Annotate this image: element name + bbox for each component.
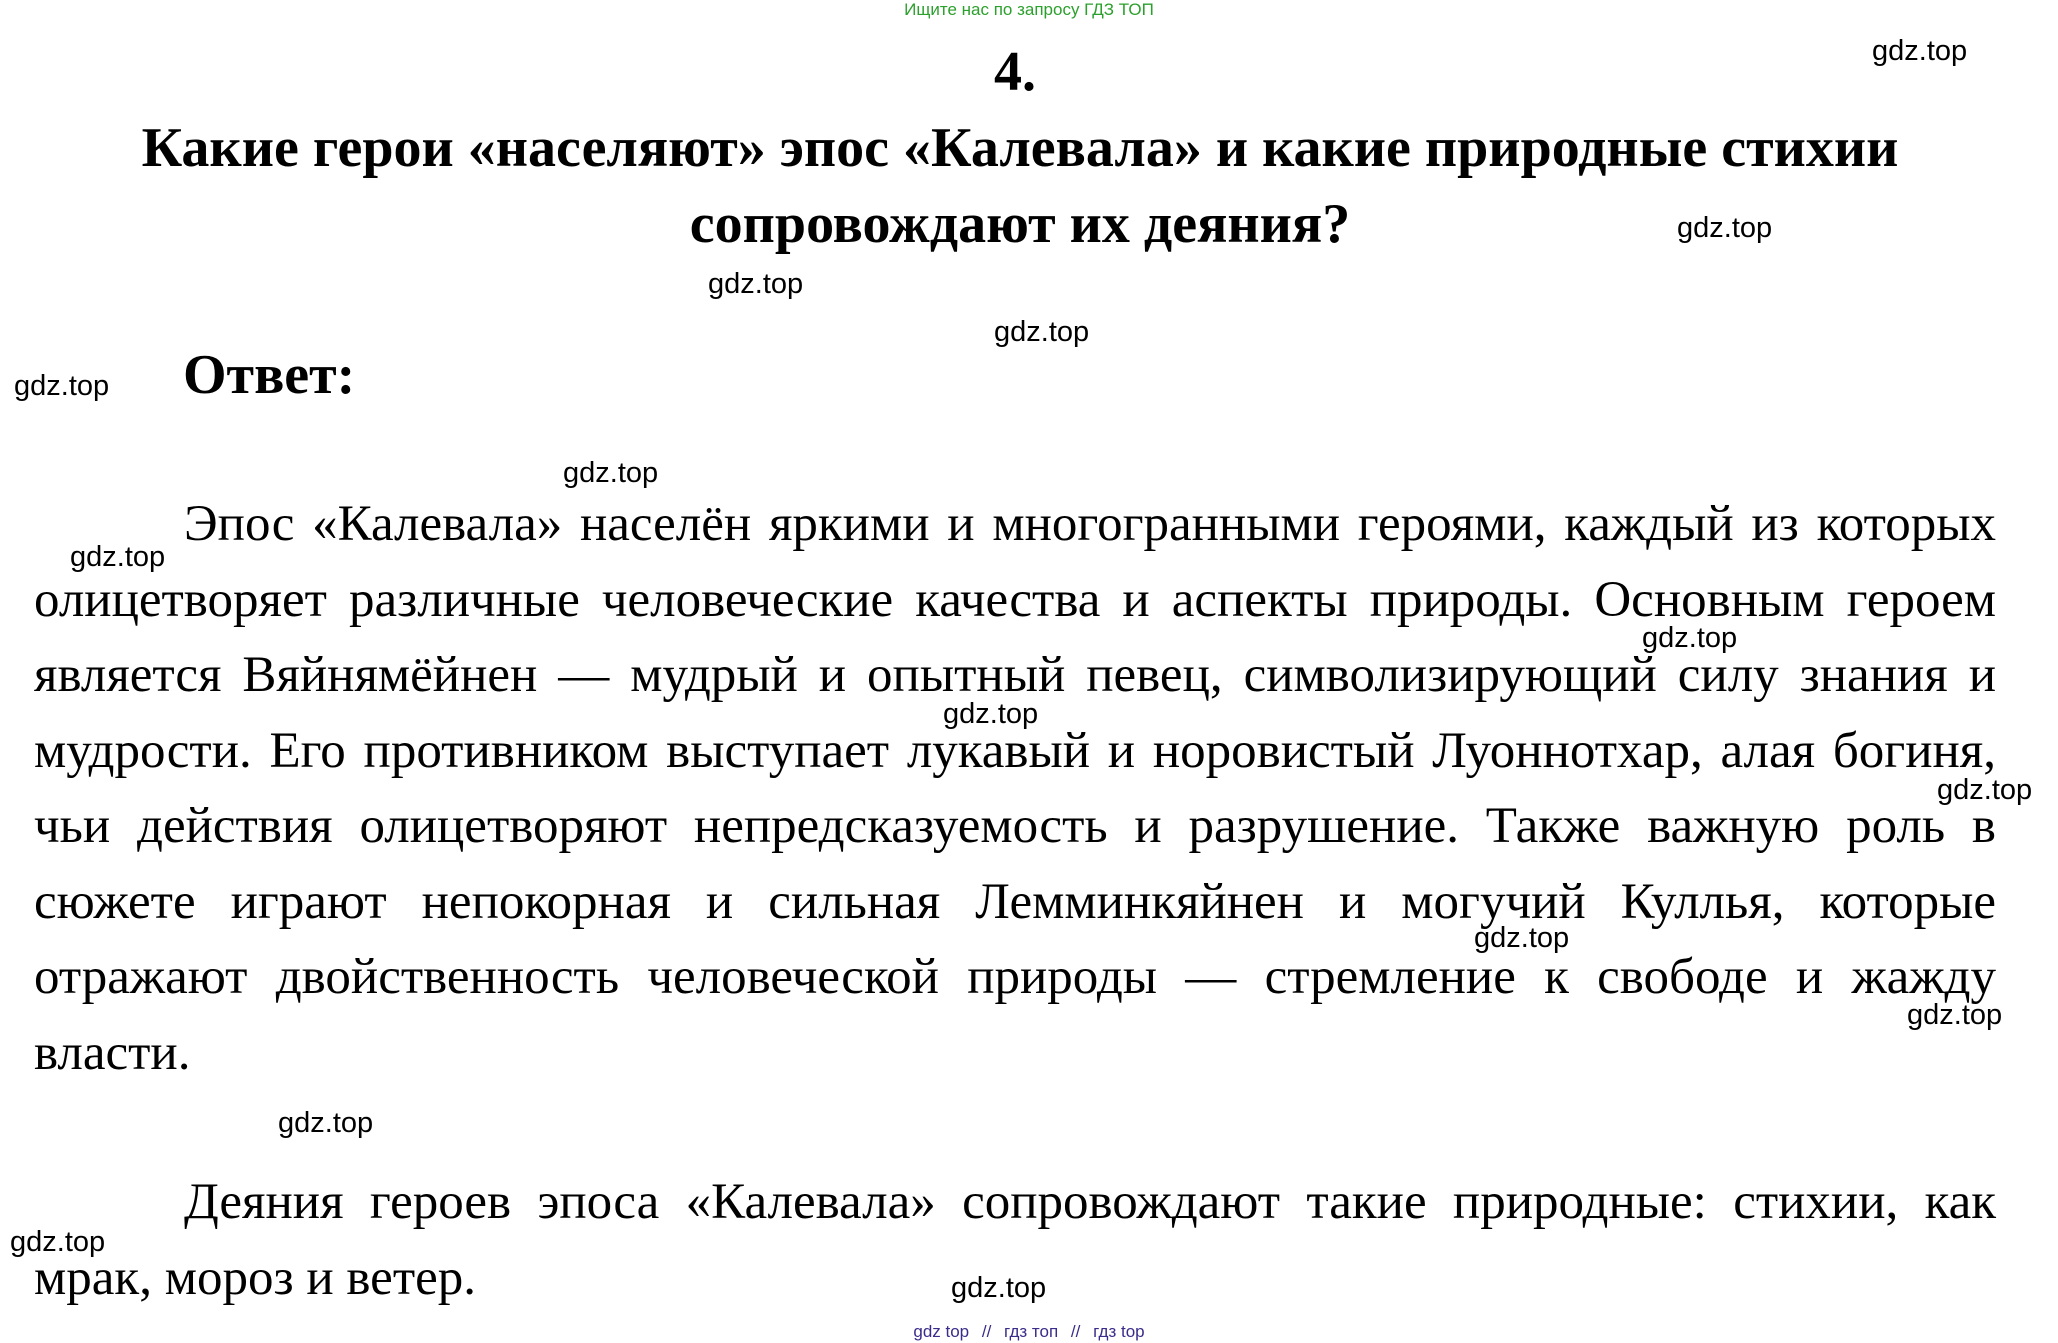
- answer-paragraph-2: Деяния героев эпоса «Калевала» сопровождают такие природные: стихии, как мрак, мороз и ветер.: [34, 1174, 1996, 1306]
- question-heading: Какие герои «населяют» эпос «Калевала» и какие природные стихии сопровождают их деяния?: [141, 117, 1899, 255]
- footer-links: [0, 1322, 2058, 1342]
- watermark: gdz.top: [14, 370, 110, 402]
- watermark: gdz.top: [1474, 922, 1570, 954]
- footer-link[interactable]: gdz top: [913, 1322, 970, 1341]
- watermark: gdz.top: [708, 268, 804, 300]
- footer-link[interactable]: гдз top: [1093, 1322, 1145, 1341]
- watermark: gdz.top: [951, 1272, 1047, 1304]
- watermark: gdz.top: [563, 457, 659, 489]
- watermark: gdz.top: [1677, 212, 1773, 244]
- top-banner[interactable]: Ищите нас по запросу ГДЗ ТОП: [904, 0, 1154, 19]
- watermark: gdz.top: [1642, 622, 1738, 654]
- watermark: gdz.top: [1872, 35, 1968, 67]
- watermark: gdz.top: [278, 1107, 374, 1139]
- watermark: gdz.top: [994, 316, 1090, 348]
- watermark: gdz.top: [1937, 774, 2033, 806]
- answer-label: Ответ:: [183, 344, 356, 406]
- watermark: gdz.top: [943, 698, 1039, 730]
- watermark: gdz.top: [70, 541, 166, 573]
- task-number: 4.: [994, 41, 1036, 103]
- footer-separator: //: [981, 1322, 992, 1341]
- footer-link[interactable]: гдз топ: [1004, 1322, 1059, 1341]
- answer-paragraph-1: Эпос «Калевала» населён яркими и многогранными героями, каждый из которых олицетворяет различные человеческие качества и аспекты природы. Основным героем является Вяйнямёйнен — мудрый и опытный певец, символизирующий силу знания и мудрости. Его противником выступает лукавый и норовистый Луоннотхар, алая богиня, чьи действия олицетворяют непредсказуемость и разрушение. Также важную роль в сюжете играют непокорная и сильная Лемминкяйнен и могучий Куллья, которые отражают двойственность человеческой природы — стремление к свободе и жажду власти.: [34, 496, 1996, 1081]
- footer-separator: //: [1070, 1322, 1081, 1341]
- watermark: gdz.top: [1907, 999, 2003, 1031]
- watermark: gdz.top: [10, 1226, 106, 1258]
